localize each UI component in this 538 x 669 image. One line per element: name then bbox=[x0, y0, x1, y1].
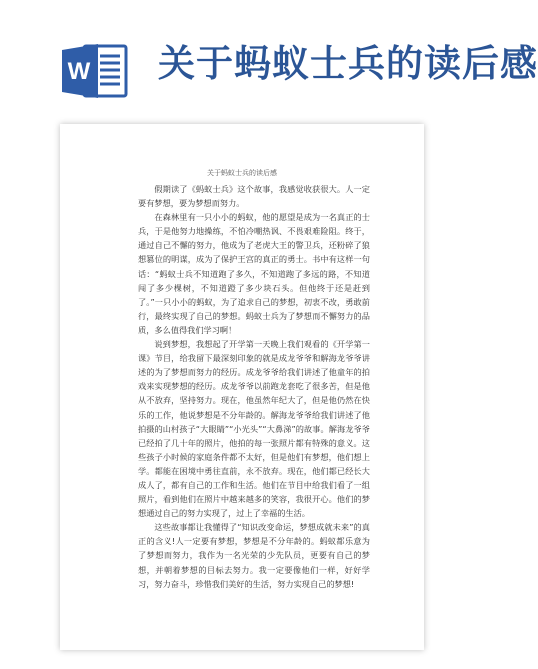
banner-title: 关于蚂蚁士兵的读后感 bbox=[158, 42, 538, 85]
document-page bbox=[60, 124, 424, 650]
word-icon-letter: W bbox=[67, 58, 91, 85]
paragraph: 这些故事都让我懂得了“知识改变命运，梦想成就未来”的真正的含义!人一定要有梦想，梦想是不分年龄的。蚂蚁都乐意为了梦想而努力，我作为一名光荣的少先队员，更要有自己的梦想，并朝着梦想的目标去努力。我一定要像他们一样，好好学习，努力奋斗，珍惜我们美好的生活，努力实现自己的梦想! bbox=[138, 522, 370, 589]
paragraph: 说到梦想，我想起了开学第一天晚上我们观看的《开学第一课》节目，给我留下最深刻印象的就是成龙爷爷和解海龙爷爷讲述的为了梦想而努力的经历。成龙爷爷给我们讲述了他童年的拍戏来实现梦想的经历。成龙爷爷以前跑龙套吃了很多苦，但是他从不放弃，坚持努力。现在，他虽然年纪大了，但是他仍然在快乐的工作，他说梦想是不分年龄的。解海龙爷爷给我们讲述了他拍摄的山村孩子“大眼睛”“小光头”“大鼻涕”的故事。解海龙爷爷已经拍了几十年的照片，他拍的每一张照片都有特殊的意义。这些孩子小时候的家庭条件都不太好，但是他们有梦想，他们想上学。都能在困境中勇往直前，永不放弃。现在，他们都已经长大成人了，都有自己的工作和生活。他们在节目中给我们看了一组照片，看到他们在照片中越来越多的笑容，我很开心。他们的梦想通过自己的努力实现了，过上了幸福的生活。 bbox=[138, 339, 370, 519]
paragraph: 假期读了《蚂蚁士兵》这个故事，我感觉收获很大。人一定要有梦想，要为梦想而努力。 bbox=[138, 184, 370, 209]
word-document-icon bbox=[62, 42, 128, 100]
document-body bbox=[138, 182, 370, 591]
paragraph: 在森林里有一只小小的蚂蚁，他的愿望是成为一名真正的士兵，于是他努力地操练，不怕冷嘲热讽、不畏艰难险阻。终于，通过自己不懈的努力，他成为了老虎大王的警卫兵，还粉碎了狼想篡位的明谋，成为了保护王宫的真正的勇士。书中有这样一句话：“蚂蚁士兵不知道跑了多久，不知道跑了多远的路，不知道闯了多少棵树，不知道蹬了多少块石头。但他终于还是赶到了。”一只小小的蚂蚁，为了追求自己的梦想，初衷不改，勇敢前行，最终实现了自己的梦想。蚂蚁士兵为了梦想而不懈努力的品质，多么值得我们学习啊！ bbox=[138, 212, 370, 335]
header-banner bbox=[0, 0, 538, 110]
document-title: 关于蚂蚁士兵的读后感 bbox=[207, 169, 277, 177]
